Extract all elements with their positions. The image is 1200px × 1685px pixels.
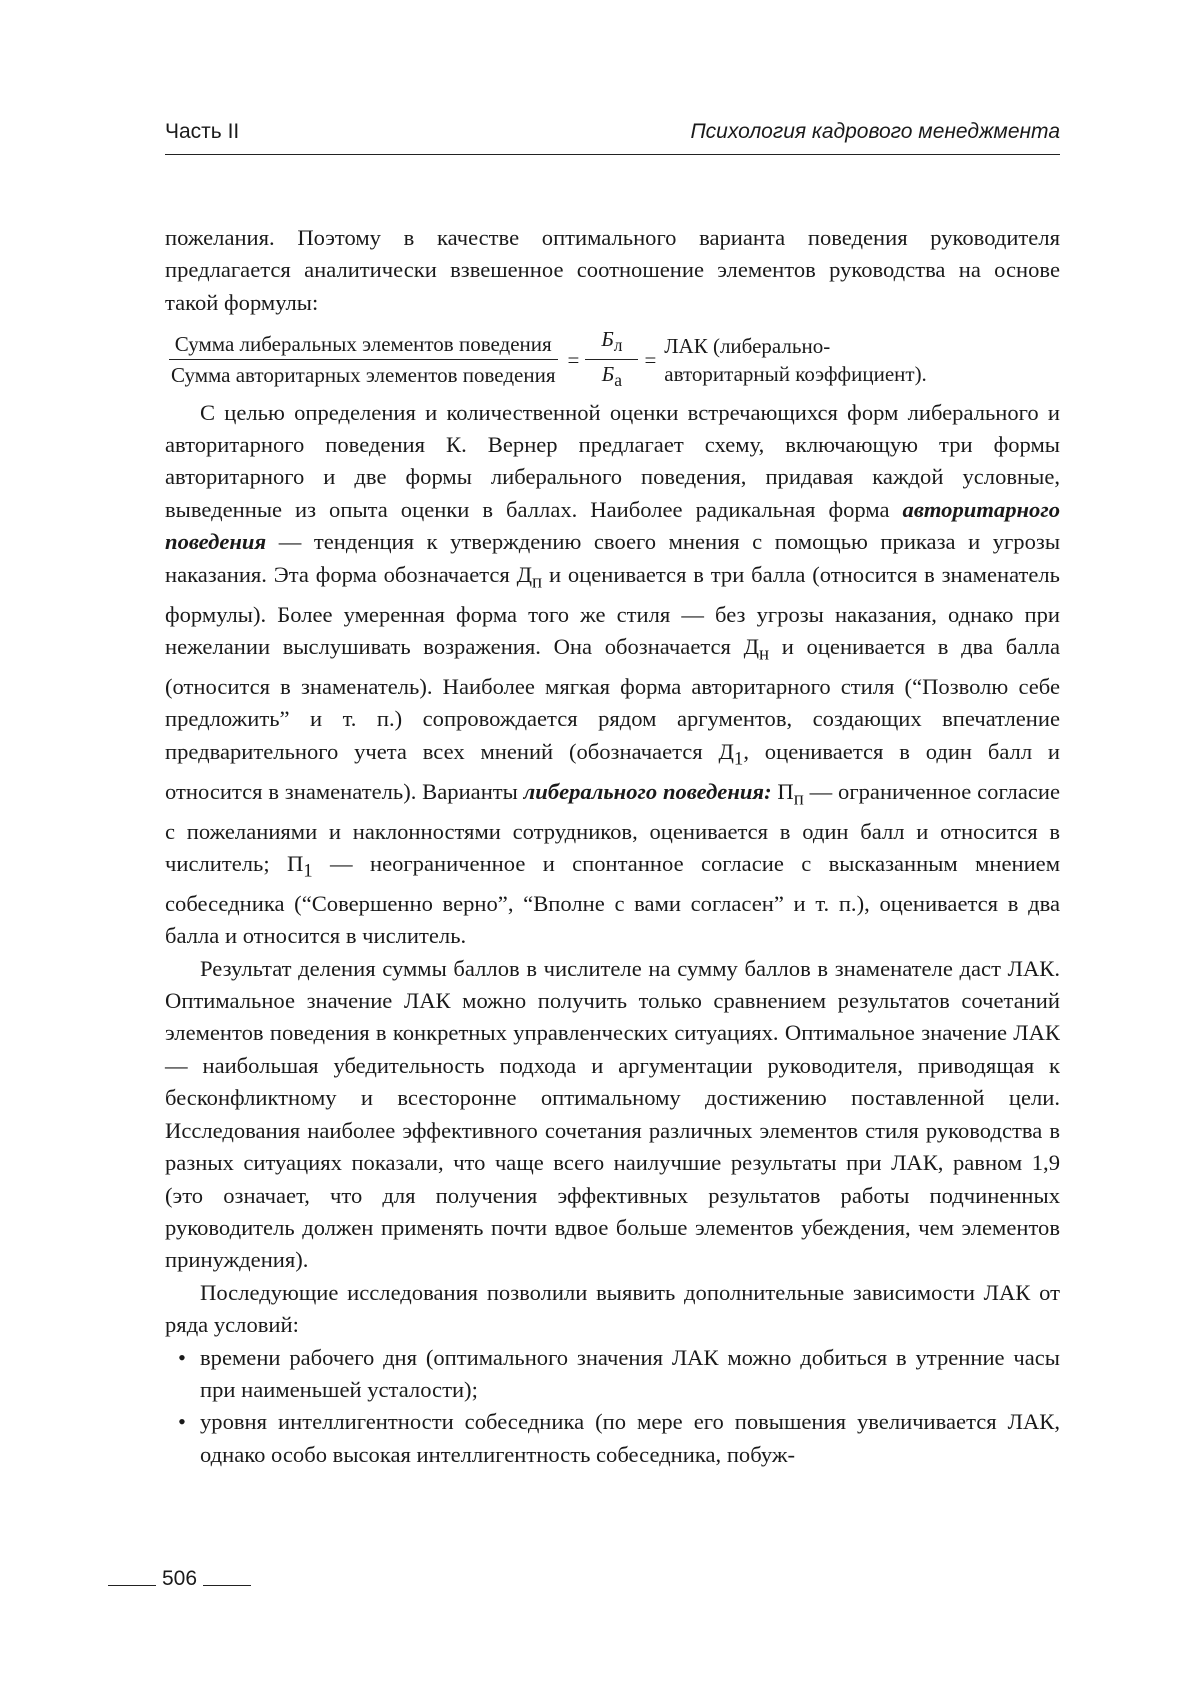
formula: [165, 325, 1060, 394]
list-item: • времени рабочего дня (оптимального значения ЛАК можно добиться в утренние часы при наименьшей усталости);: [165, 1342, 1060, 1407]
header-part: Часть II: [165, 120, 240, 143]
formula-denominator: Сумма авторитарных элементов поведения: [171, 363, 556, 388]
equals-sign: =: [567, 347, 580, 372]
page-number: 506: [162, 1567, 198, 1590]
footer-rule-right: [203, 1585, 251, 1586]
paragraph-2: С целью определения и количественной оценки встречающихся форм либерального и авторитарного поведения К. Вернер предлагает схему, включающую три формы авторитарного и две формы либерального поведения, придавая каждой условные, выведенные из опыта оценки в баллах. Наиболее радикальная форма авторитарного поведения — тенденция к утверждению своего мнения с помощью приказа и угрозы наказания. Эта форма обозначается $Д_п$ и оценивается в три балла (относится в знаменатель формулы). Более умеренная форма того же стиля — без угрозы наказания, однако при нежелании выслушивать возражения. Она обозначается $Д_н$ и оценивается в два балла (относится в знаменатель). Наиболее мягкая форма авторитарного стиля (“Позволю себе предложить” и т. п.) сопровождается рядом аргументов, создающих впечатление предварительного учета всех мнений (обозначается $Д_1$, оценивается в один балл и относится в знаменатель). Варианты либерального поведения: $П_п$ — ограниченное согласие с пожеланиями и наклонностями сотрудников, оценивается в один балл и относится в числитель; $П_1$ — неограниченное и спонтанное согласие с высказанным мнением собеседника (“Совершенно верно”, “Вполне с вами согласен” и т. п.), оценивается в два балла и относится в числитель.: [165, 399, 1061, 949]
emphasis-authoritarian: авторитарного поведения: [165, 496, 1060, 555]
formula-numerator: Сумма либеральных элементов поведения: [169, 330, 558, 360]
list-item: • уровня интеллигентности собеседника (по мере его повышения увеличивается ЛАК, однако особо высокая интеллигентность собеседника, побуж-: [165, 1406, 1060, 1471]
header-title: Психология кадрового менеджмента: [690, 120, 1060, 143]
page-body: [165, 222, 1060, 1471]
footer-rule-left: [108, 1585, 156, 1586]
page-footer: [108, 1567, 251, 1591]
formula-main-fraction: [165, 330, 561, 389]
conditions-list: [165, 1342, 1060, 1472]
formula-short-denominator: $Б_а$: [601, 362, 622, 391]
formula-result-line-2: авторитарный коэффициент).: [664, 361, 927, 386]
formula-short-fraction: [585, 325, 638, 394]
paragraph-1: пожелания. Поэтому в качестве оптимального варианта поведения руководителя предлагается аналитически взвешенное соотношение элементов руководства на основе такой формулы:: [165, 225, 1060, 315]
paragraph-4: Последующие исследования позволили выявить дополнительные зависимости ЛАК от ряда условий:: [165, 1279, 1060, 1338]
formula-result: [664, 332, 927, 388]
formula-short-numerator: $Б_л$: [585, 325, 638, 360]
equals-sign: =: [644, 347, 657, 372]
running-header: [165, 116, 1060, 155]
formula-result-line-1: ЛАК (либерально-: [664, 333, 831, 358]
paragraph-3: Результат деления суммы баллов в числителе на сумму баллов в знаменателе даст ЛАК. Оптимальное значение ЛАК можно получить только сравнением результатов сочетаний элементов поведения в конкретных управленческих ситуациях. Оптимальное значение ЛАК — наибольшая убедительность подхода и аргументации руководителя, приводящая к бесконфликтному и всесторонне оптимальному достижению поставленной цели. Исследования наиболее эффективного сочетания различных элементов стиля руководства в разных ситуациях показали, что чаще всего наилучшие результаты при ЛАК, равном 1,9 (это означает, что для получения эффективных результатов работы подчиненных руководитель должен применять почти вдвое больше элементов убеждения, чем элементов принуждения).: [165, 955, 1060, 1273]
emphasis-liberal: либерального поведения:: [523, 778, 772, 804]
